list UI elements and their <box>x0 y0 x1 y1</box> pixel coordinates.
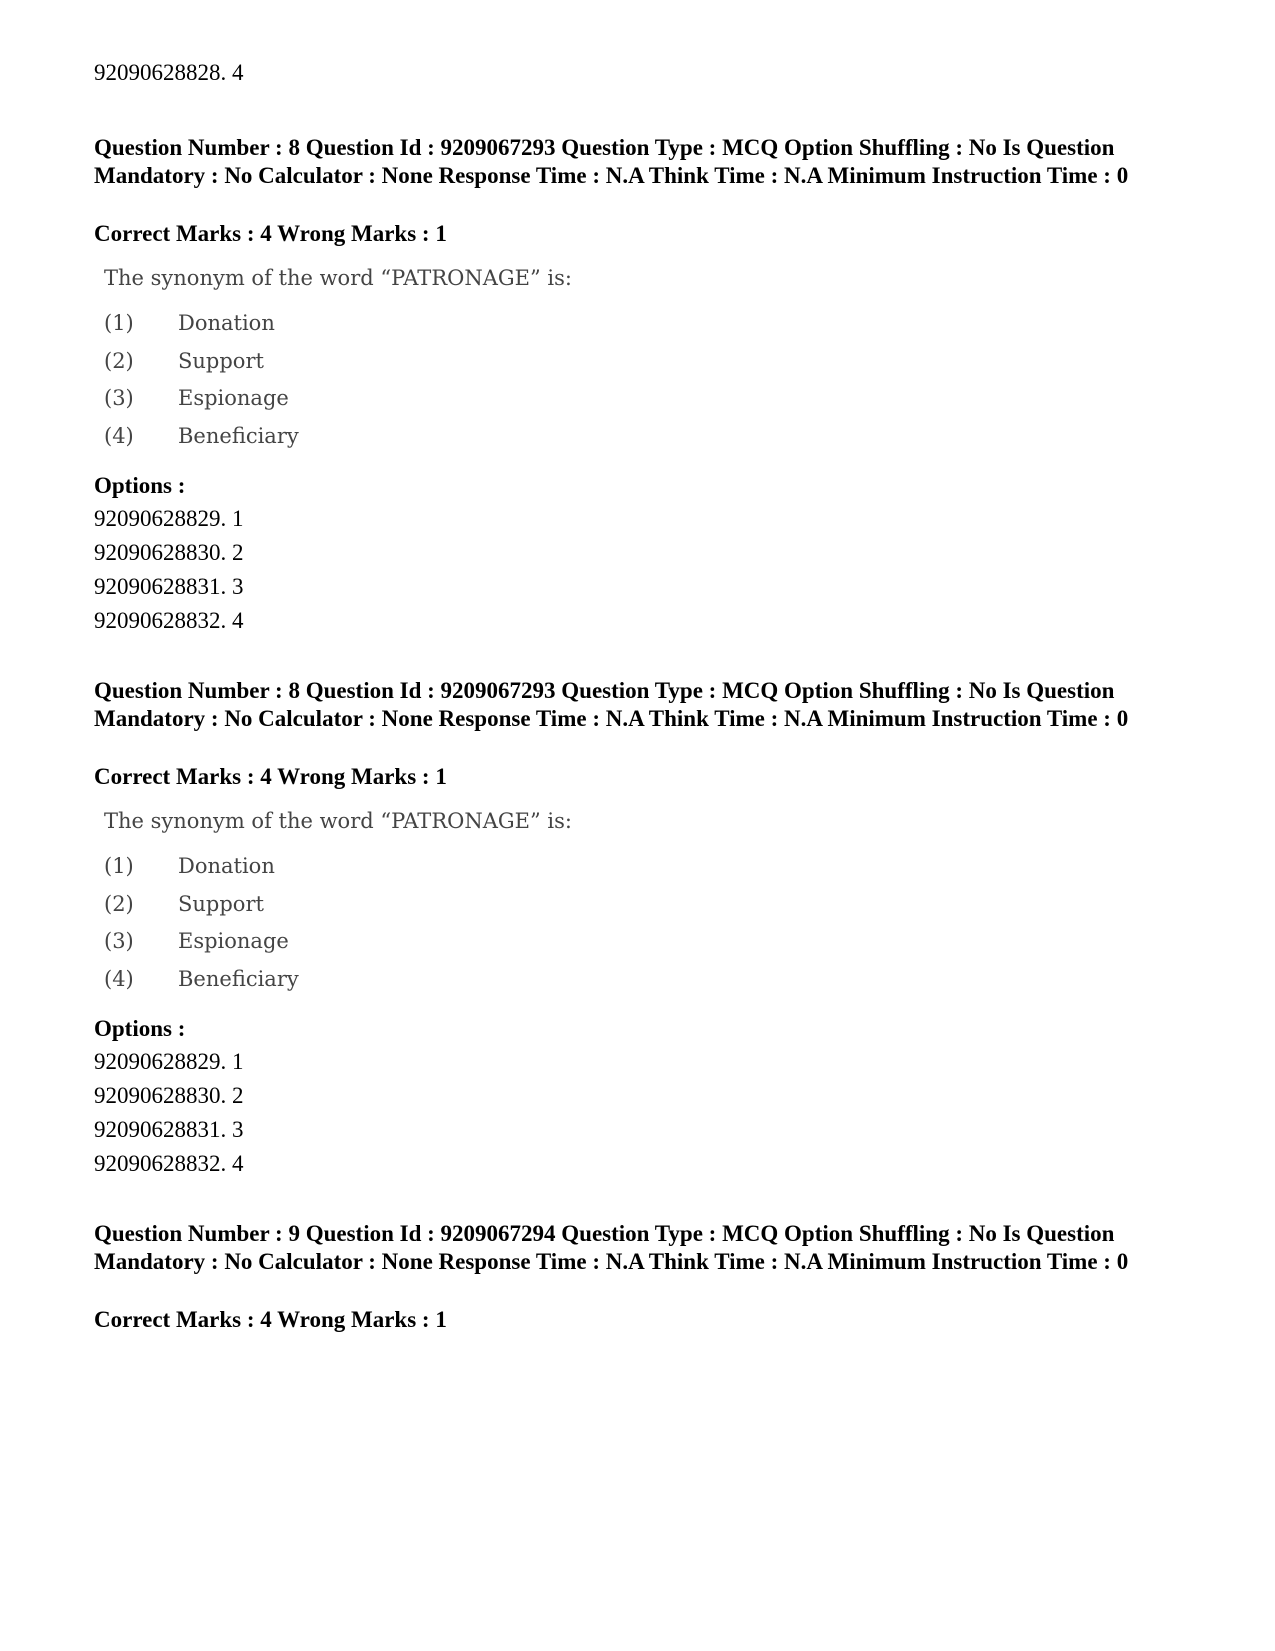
question-choice <box>104 349 624 387</box>
choice-text: Support <box>178 891 264 916</box>
options-list <box>94 502 244 638</box>
question-choice <box>104 424 624 462</box>
choice-number: (1) <box>104 311 134 335</box>
question-choice <box>104 386 624 424</box>
question-choice <box>104 967 624 1005</box>
option-line: 92090628831. 3 <box>94 1117 244 1142</box>
choice-text: Support <box>178 348 264 373</box>
choice-text: Beneficiary <box>178 423 299 448</box>
question-marks: Correct Marks : 4 Wrong Marks : 1 <box>94 1307 447 1332</box>
question-meta: Question Number : 8 Question Id : 9209067293 Question Type : MCQ Option Shuffling : No Is Question Mandatory : No Calculator : None Response Time : N.A Think Time : N.A Minimum Instruction Time : 0 <box>94 135 1129 188</box>
option-line: 92090628832. 4 <box>94 1151 244 1176</box>
option-line: 92090628829. 1 <box>94 1049 244 1074</box>
option-line: 92090628830. 2 <box>94 540 244 565</box>
question-choice <box>104 311 624 349</box>
question-image <box>104 808 624 1004</box>
choice-text: Beneficiary <box>178 966 299 991</box>
choice-number: (3) <box>104 386 134 410</box>
question-choice <box>104 929 624 967</box>
previous-option-line: 92090628828. 4 <box>94 60 244 85</box>
option-line: 92090628829. 1 <box>94 506 244 531</box>
choice-number: (1) <box>104 854 134 878</box>
question-choice <box>104 854 624 892</box>
choice-number: (2) <box>104 891 134 916</box>
choice-text: Donation <box>178 311 275 335</box>
choice-number: (4) <box>104 423 134 448</box>
option-line: 92090628831. 3 <box>94 574 244 599</box>
options-list <box>94 1045 244 1181</box>
question-meta: Question Number : 8 Question Id : 9209067293 Question Type : MCQ Option Shuffling : No Is Question Mandatory : No Calculator : None Response Time : N.A Think Time : N.A Minimum Instruction Time : 0 <box>94 678 1129 731</box>
option-line: 92090628832. 4 <box>94 608 244 633</box>
choice-number: (3) <box>104 929 134 953</box>
question-meta: Question Number : 9 Question Id : 9209067294 Question Type : MCQ Option Shuffling : No Is Question Mandatory : No Calculator : None Response Time : N.A Think Time : N.A Minimum Instruction Time : 0 <box>94 1221 1129 1274</box>
choice-text: Espionage <box>178 386 289 410</box>
choice-number: (4) <box>104 966 134 991</box>
options-heading: Options : <box>94 473 186 498</box>
question-stem: The synonym of the word “PATRONAGE” is: <box>104 809 572 833</box>
option-line: 92090628830. 2 <box>94 1083 244 1108</box>
question-stem: The synonym of the word “PATRONAGE” is: <box>104 266 572 290</box>
choice-number: (2) <box>104 348 134 373</box>
question-choice <box>104 892 624 930</box>
choice-text: Espionage <box>178 929 289 953</box>
question-image <box>104 265 624 461</box>
choice-text: Donation <box>178 854 275 878</box>
question-marks: Correct Marks : 4 Wrong Marks : 1 <box>94 764 447 789</box>
options-heading: Options : <box>94 1016 186 1041</box>
question-marks: Correct Marks : 4 Wrong Marks : 1 <box>94 221 447 246</box>
